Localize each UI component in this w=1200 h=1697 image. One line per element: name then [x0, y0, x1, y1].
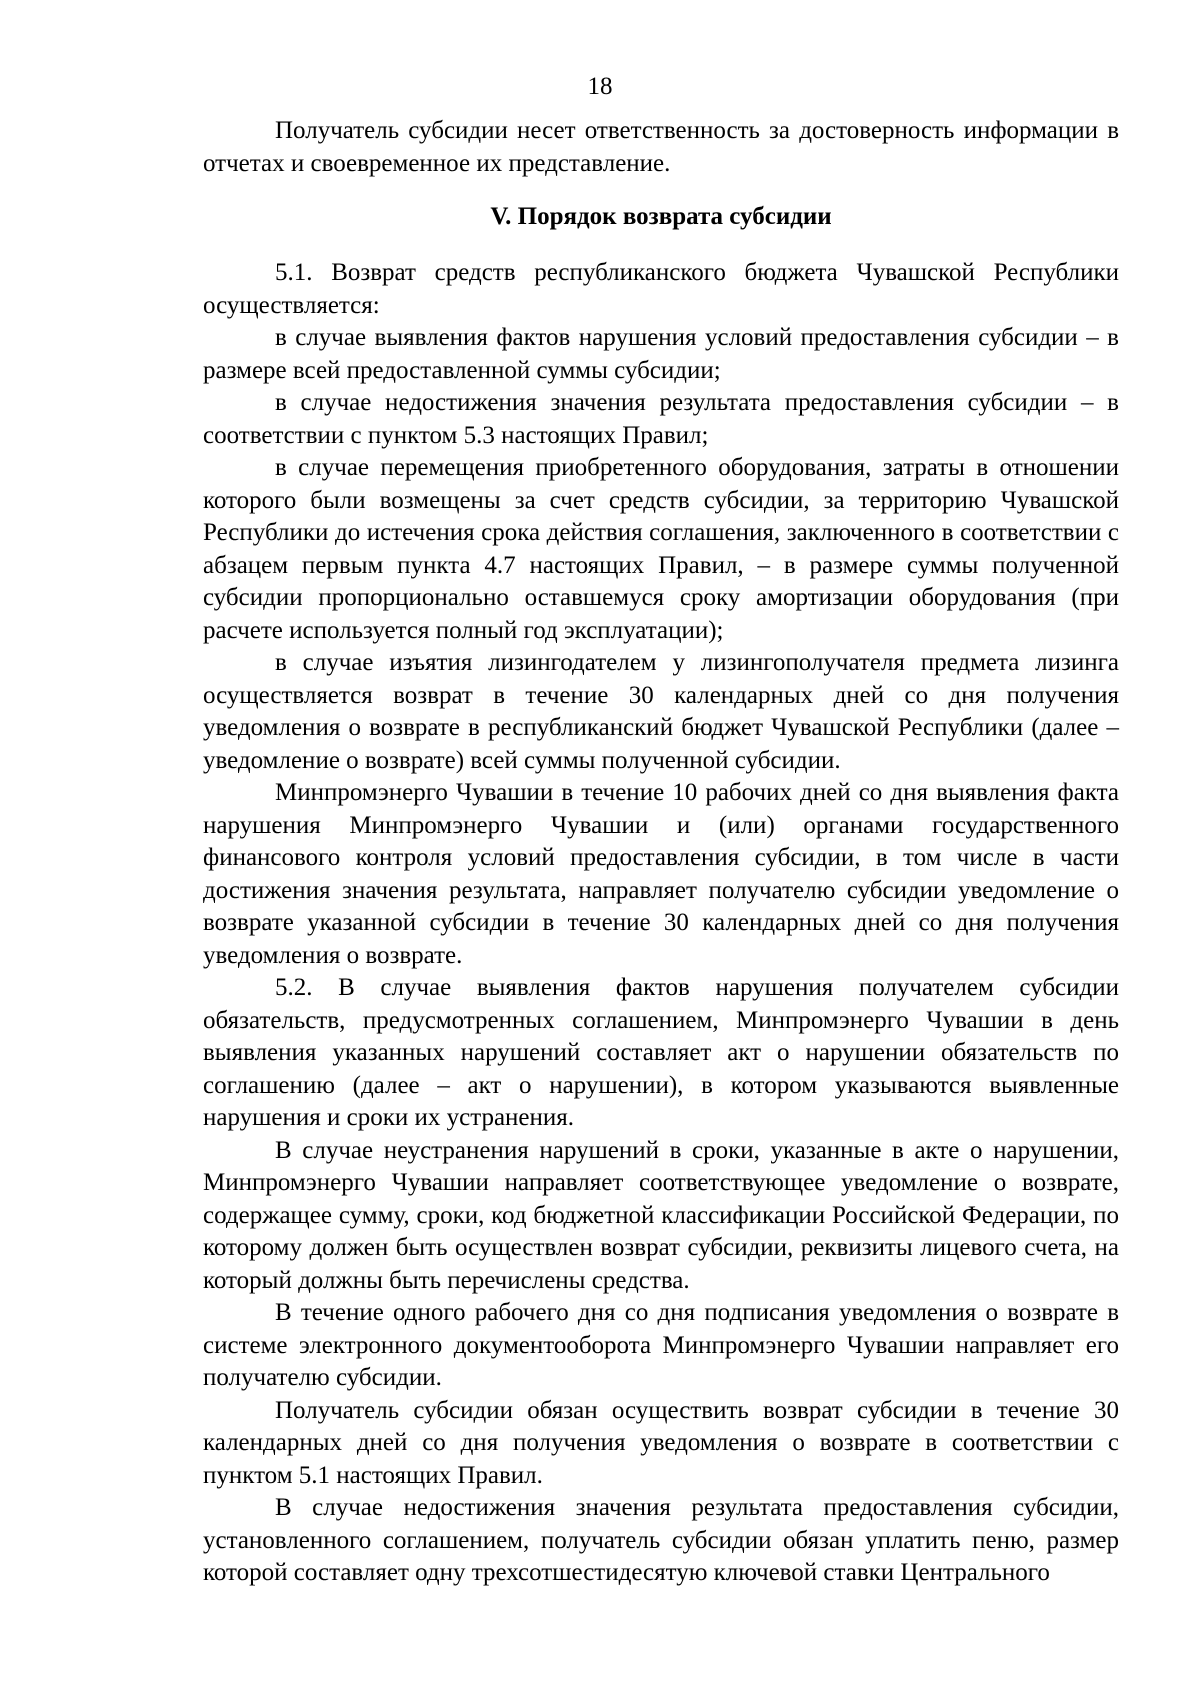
section-heading: V. Порядок возврата субсидии — [490, 203, 832, 230]
paragraph-equipment-relocation-case: в случае перемещения приобретенного оборудования, затраты в отношении которого были возмещены за счет средств субсидии, за территорию Чувашской Республики до истечения срока действия соглашения, заключенного в соответствии с абзацем первым пункта 4.7 настоящих Правил, – в размере суммы полученной субсидии пропорционально оставшемуся сроку амортизации оборудования (при расчете используется полный год эксплуатации); — [203, 454, 1119, 644]
paragraph-5-2: 5.2. В случае выявления фактов нарушения получателем субсидии обязательств, предусмотренных соглашением, Минпромэнерго Чувашии в день выявления указанных нарушений составляет акт о нарушении обязательств по соглашению (далее – акт о нарушении), в котором указываются выявленные нарушения и сроки их устранения. — [203, 974, 1119, 1131]
paragraph-leasing-seizure-case: в случае изъятия лизингодателем у лизингополучателя предмета лизинга осуществляется возврат в течение 30 календарных дней со дня получения уведомления о возврате в республиканский бюджет Чувашской Республики (далее – уведомление о возврате) всей суммы полученной субсидии. — [203, 649, 1119, 774]
intro-paragraph: Получатель субсидии несет ответственность за достоверность информации в отчетах и своевременное их представление. — [203, 117, 1119, 177]
page-number: 18 — [587, 73, 613, 100]
paragraph-notification-deadline: Минпромэнерго Чувашии в течение 10 рабочих дней со дня выявления факта нарушения Минпромэнерго Чувашии и (или) органами государственного финансового контроля условий предоставления субсидии, в том числе в части достижения значения результата, направляет получателю субсидии уведомление о возврате указанной субсидии в течение 30 календарных дней со дня получения уведомления о возврате. — [203, 779, 1119, 969]
paragraph-result-not-achieved-case: в случае недостижения значения результата предоставления субсидии – в соответствии с пунктом 5.3 настоящих Правил; — [203, 389, 1119, 449]
paragraph-5-1: 5.1. Возврат средств республиканского бюджета Чувашской Республики осуществляется: — [203, 259, 1119, 319]
document-body — [203, 115, 1119, 1590]
paragraph-unremedied-violations: В случае неустранения нарушений в сроки, указанные в акте о нарушении, Минпромэнерго Чувашии направляет соответствующее уведомление о возврате, содержащее сумму, сроки, код бюджетной классификации Российской Федерации, по которому должен быть осуществлен возврат субсидии, реквизиты лицевого счета, на который должны быть перечислены средства. — [203, 1136, 1119, 1294]
paragraph-violation-case: в случае выявления фактов нарушения условий предоставления субсидии – в размере всей предоставленной суммы субсидии; — [203, 324, 1119, 384]
paragraph-return-obligation: Получатель субсидии обязан осуществить возврат субсидии в течение 30 календарных дней со дня получения уведомления о возврате в соответствии с пунктом 5.1 настоящих Правил. — [203, 1396, 1119, 1489]
paragraph-penalty: В случае недостижения значения результата предоставления субсидии, установленного соглашением, получатель субсидии обязан уплатить пеню, размер которой составляет одну трехсотшестидесятую ключевой ставки Центрального — [203, 1494, 1119, 1586]
paragraph-edo-sending: В течение одного рабочего дня со дня подписания уведомления о возврате в системе электронного документооборота Минпромэнерго Чувашии направляет его получателю субсидии. — [203, 1299, 1119, 1391]
